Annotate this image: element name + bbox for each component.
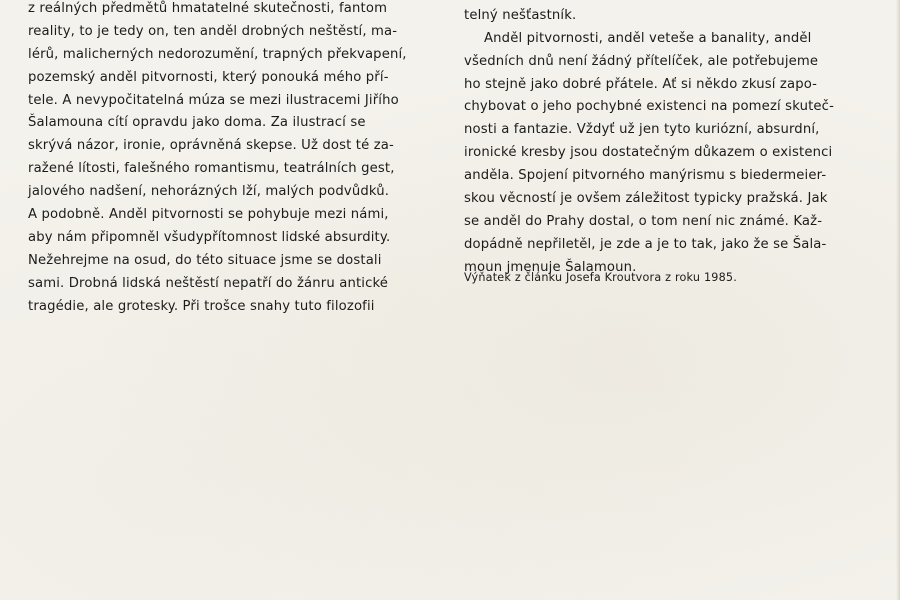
text-line: moun jmenuje Šalamoun. — [464, 259, 637, 275]
text-line: všedních dnů není žádný přítelíček, ale potřebujeme — [464, 53, 819, 69]
text-line: Nežehrejme na osud, do této situace jsme se dostali — [28, 252, 382, 268]
text-line: ražené lítosti, falešného romantismu, teatrálních gest, — [28, 161, 395, 177]
text-line: telný nešťastník. — [464, 7, 577, 23]
text-line: pozemský anděl pitvornosti, který ponouká mého pří- — [28, 69, 389, 85]
text-line: se anděl do Prahy dostal, o tom není nic známé. Kaž- — [464, 213, 823, 229]
text-line: skrývá názor, ironie, oprávněná skepse. Už dost té za- — [28, 138, 394, 154]
text-line: z reálných předmětů hmatatelné skutečnosti, fantom — [28, 1, 388, 16]
text-line: dopádně nepřiletěl, je zde a je to tak, jako že se Šala- — [464, 236, 827, 252]
text-line: tele. A nevypočitatelná múza se mezi ilustracemi Jiřího — [28, 92, 399, 108]
left-text-column — [28, 0, 443, 318]
text-line: sami. Drobná lidská neštěstí nepatří do žánru antické — [28, 275, 389, 291]
text-line: jalového nadšení, nehorázných lží, malých podvůdků. — [28, 184, 390, 200]
page-edge — [896, 0, 900, 600]
text-line: A podobně. Anděl pitvornosti se pohybuje mezi námi, — [28, 207, 389, 223]
right-text-column — [464, 0, 876, 280]
text-line: ho stejně jako dobré přátele. Ať si někdo zkusí zapo- — [464, 76, 818, 92]
text-line: chybovat o jeho pochybné existenci na pomezí skuteč- — [464, 99, 834, 115]
text-line: aby nám připomněl všudypřítomnost lidské absurdity. — [28, 229, 391, 245]
text-line: anděla. Spojení pitvorného manýrismu s biedermeier- — [464, 168, 827, 184]
text-line: tragédie, ale grotesky. Při trošce snahy tuto filozofii — [28, 298, 375, 314]
text-line: Šalamouna cítí opravdu jako doma. Za ilustrací se — [28, 115, 366, 131]
text-line: skou věcností je ovšem záležitost typicky pražská. Jak — [464, 191, 828, 207]
text-line: lérů, malicherných nedorozumění, trapných překvapení, — [28, 46, 407, 62]
source-note: Výňatek z článku Josefa Kroutvora z roku 1985. — [464, 271, 737, 284]
text-line: reality, to je tedy on, ten anděl drobných neštěstí, ma- — [28, 23, 398, 39]
text-line: nosti a fantazie. Vždyť už jen tyto kuriózní, absurdní, — [464, 122, 820, 138]
paragraph-start-line: Anděl pitvornosti, anděl veteše a banality, anděl — [484, 30, 812, 46]
text-line: ironické kresby jsou dostatečným důkazem o existenci — [464, 145, 833, 161]
